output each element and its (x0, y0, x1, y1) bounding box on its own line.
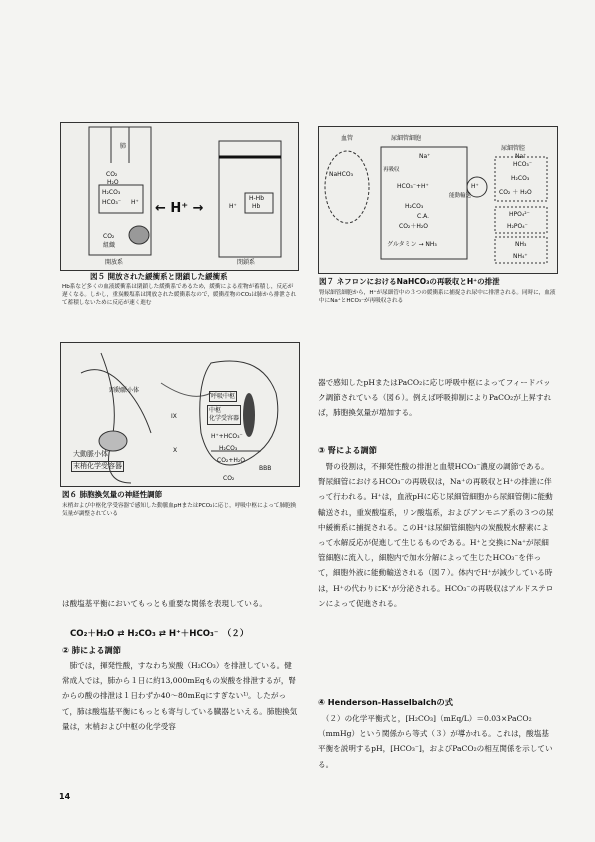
fig5-hb-label: Hb (252, 203, 261, 210)
figure6-image (60, 342, 300, 487)
fig7-lumen-hco3-label: HCO₃⁻ (513, 161, 532, 168)
fig5-h-closed-label: H⁺ (229, 203, 237, 210)
fig5-tissue-label: 組織 (103, 242, 116, 249)
fig6-caption-title: 図６ 肺胞換気量の神経性調節 (62, 490, 163, 499)
figure7-image (318, 126, 558, 274)
fig7-nh4-label: NH₄⁺ (513, 253, 528, 260)
right-paragraph-4: （２）の化学平衡式と，[H₂CO₃]（mEq/L）＝0.03×PaCO₂（mmHg）という関係から等式（３）が導かれる。これは，酸塩基平衡を説明するpH，[HCO₃⁻]，およびPaCO₂の相互関係を示している。 (318, 714, 553, 769)
fig7-caption-title: 図７ ネフロンにおけるNaHCO₃の再吸収とH⁺の排泄 (319, 277, 500, 286)
fig7-active-label: 能動輸送 (449, 193, 472, 199)
fig6-nerve-x-label: X (173, 447, 178, 454)
fig7-tubule-cell-label: 尿細管細胞 (391, 135, 422, 142)
fig5-h2o-label: H₂O (107, 179, 119, 186)
fig6-reaction3-label: CO₂+H₂O (217, 457, 245, 464)
figure5-image (60, 122, 299, 271)
fig5-lung-label: 肺 (120, 143, 127, 150)
fig7-na-right-label: Na⁺ (515, 153, 527, 160)
fig5-h-small-label: H⁺ (131, 199, 139, 206)
fig7-nh3-label: NH₃ (515, 241, 527, 248)
fig7-blood-label: 血管 (341, 135, 354, 142)
fig6-bbb-label: BBB (259, 465, 272, 472)
fig5-h2co3-label: H₂CO₃ (102, 189, 121, 196)
left-paragraph-2: 肺では，揮発性酸，すなわち炭酸（H₂CO₃）を排泄している。健常成人では，肺から１日に約13,000mEqもの炭酸を排泄するが，腎からの酸の排泄は１日わずか40〜80mEqにすぎない¹⁾。したがって，肺は酸塩基平衡にもっとも寄与している臓器といえる。肺胞換気量は，末梢および中枢の化学受容 (62, 661, 298, 731)
heading-kidney-regulation: ③ 腎による調節 (318, 445, 377, 455)
heading-henderson-hasselbalch: ④ Henderson-Hasselbalchの式 (318, 697, 453, 707)
fig7-co2-h2o-label: CO₂＋H₂O (399, 223, 428, 230)
fig6-reaction1-label: H⁺+HCO₃⁻ (211, 433, 243, 440)
fig6-co2-label: CO₂ (223, 475, 235, 482)
equation-2: CO₂＋H₂O ⇄ H₂CO₃ ⇄ H⁺＋HCO₃⁻ （２） (70, 629, 249, 639)
fig7-lumen-label: 尿細管腔 (501, 145, 526, 152)
fig5-co2b-label: CO₂ (103, 233, 115, 240)
page-number: 14 (59, 792, 71, 801)
right-paragraph-3: 腎の役割は，不揮発性酸の排泄と血漿HCO₃⁻濃度の調節である。腎尿細管におけるHCO₃⁻の再吸収は，Na⁺の再吸収とH⁺の排泄に伴って行われる。H⁺は，血液pHに応じ尿細管細胞から尿細管側に能動輸送され，重炭酸塩系，リン酸塩系，およびアンモニア系の３つの尿中緩衝系に捕捉される。このH⁺は尿細管細胞内の炭酸脱水酵素によって水解反応が促進して生じるものである。H⁺と交換にNa⁺が尿細管細胞に流入し，細胞内で加水分解によって生じたHCO₃⁻を伴って，細胞外液に能動輸送される（図７）。体内でH⁺が減少している時は，H⁺の代わりにK⁺が分泌される。HCO₃⁻の再吸収はアルドステロンによって促進される。 (318, 462, 554, 608)
fig6-carotid-label: 頸動脈小体 (109, 387, 140, 394)
fig5-closed-label: 閉鎖系 (237, 259, 256, 266)
fig7-hco3-h-label: HCO₃⁻+H⁺ (397, 183, 429, 190)
fig5-caption-body: Hb系など多くの血液緩衝系は閉鎖した緩衝系であるため，緩衝による産物が蓄積し，反応が遅くなる。しかし，重炭酸塩系は開放された緩衝系なので，緩衝産物のCO₂は肺から排泄されて蓄積しないために反応が速く進む (62, 284, 297, 306)
fig6-peripheral-label: 末梢化学受容器 (73, 462, 122, 470)
fig5-open-label: 開放系 (105, 259, 124, 266)
fig7-reabsorb-label: 再吸収 (383, 167, 400, 173)
fig7-nahco3-label: NaHCO₃ (329, 171, 353, 178)
fig7-hpo4-label: HPO₄²⁻ (509, 211, 530, 218)
right-paragraph-1: 器で感知したpHまたはPaCO₂に応じ呼吸中枢によってフィードバック調節されている（図６）。例えば呼吸抑制によりPaCO₂が上昇すれば，肺胞換気量が増加する。 (318, 378, 552, 418)
fig7-ca-label: C.A. (417, 213, 430, 220)
fig7-lumen-h2co3-label: H₂CO₃ (511, 175, 530, 182)
fig6-reaction2-label: H₂CO₃ (219, 445, 238, 452)
fig5-h-arrow: ← H⁺ → (155, 201, 204, 216)
fig5-caption-title: 図５ 開放された緩衝系と閉鎖した緩衝系 (90, 272, 228, 281)
fig6-caption-body: 末梢および中枢化学受容器で感知した動脈血pHまたはPCO₂に応じ，呼吸中枢によって肺胞換気量が調整されている (62, 503, 297, 517)
fig6-resp-center-label: 呼吸中枢 (211, 393, 236, 400)
fig5-hco3-label: HCO₃⁻ (102, 199, 121, 206)
fig6-nerve-ix-label: IX (171, 413, 177, 420)
left-paragraph-1: は酸塩基平衡においてもっとも重要な関係を表現している。 (62, 599, 268, 608)
fig7-lumen-co2-h2o-label: CO₂ ＋ H₂O (499, 189, 532, 196)
fig7-h-circle-label: H⁺ (471, 183, 479, 190)
fig6-central-chemo-label: 中枢 化学受容器 (207, 405, 241, 425)
fig7-caption-body: 腎尿細管細胞から，H⁺が尿細管中の３つの緩衝系に捕捉され尿中に排泄される。同時に，血液中にNa⁺とHCO₃⁻が再吸収される (319, 290, 556, 304)
fig6-aortic-label: 大動脈小体 (73, 450, 108, 458)
fig7-na-left-label: Na⁺ (419, 153, 431, 160)
fig7-h2po4-label: H₂PO₄⁻ (507, 223, 528, 230)
fig7-h2co3-label: H₂CO₃ (405, 203, 424, 210)
fig5-co2-label: CO₂ (106, 171, 118, 178)
fig7-glutamine-label: グルタミン → NH₃ (387, 241, 437, 248)
fig5-hhb-label: H-Hb (249, 195, 264, 202)
heading-lung-regulation: ② 肺による調節 (62, 645, 121, 655)
